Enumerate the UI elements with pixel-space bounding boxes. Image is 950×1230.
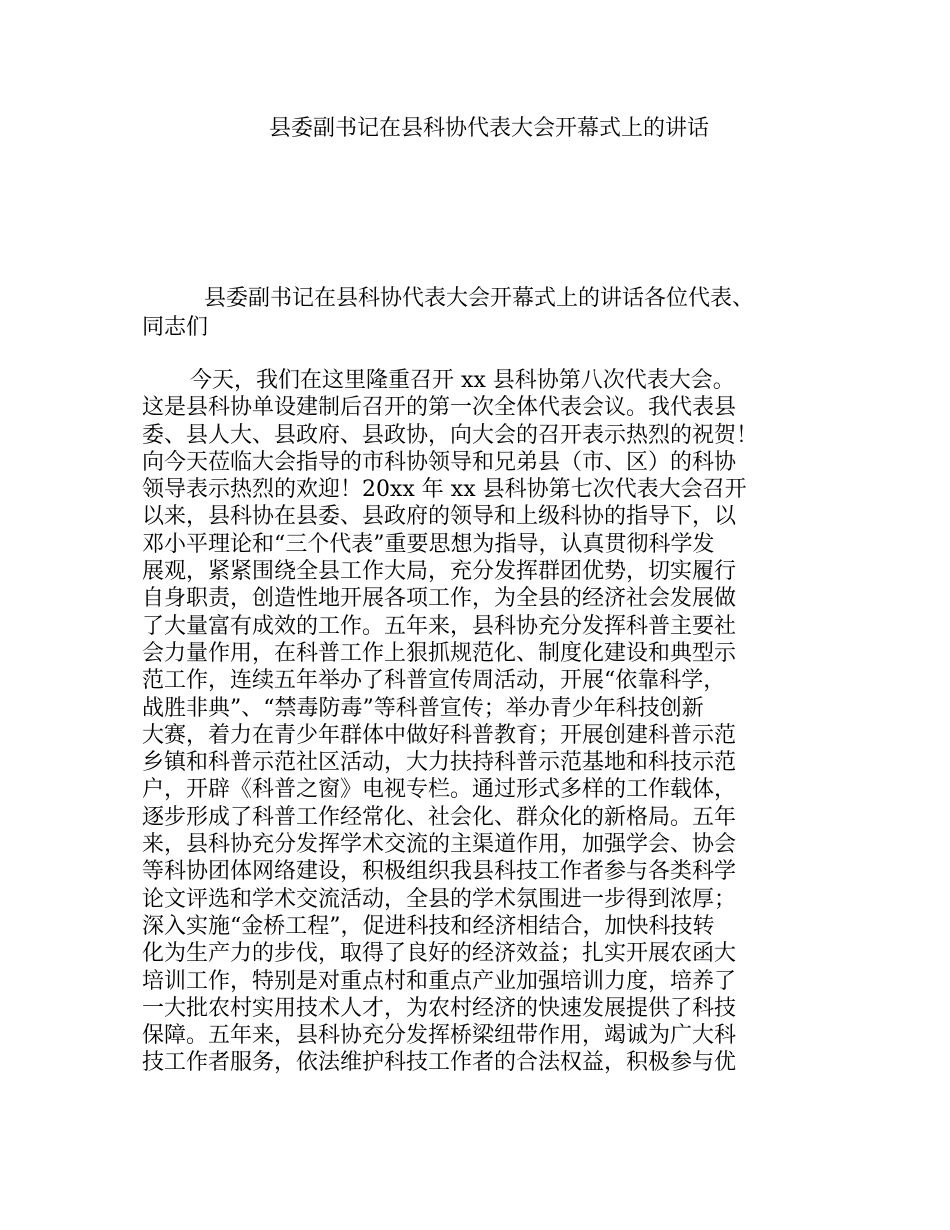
salutation-line: 县委副书记在县科协代表大会开幕式上的讲话各位代表、 [204,286,755,311]
body-line: 范工作，连续五年举办了科普宣传周活动，开展“依靠科学， [142,668,726,694]
body-line: 会力量作用，在科普工作上狠抓规范化、制度化建设和典型示 [142,640,737,666]
body-line: 领导表示热烈的欢迎！20xx 年 xx 县科协第七次代表大会召开 [142,477,747,503]
body-line: 邓小平理论和“三个代表”重要思想为指导，认真贯彻科学发 [142,531,715,557]
body-line: 户，开辟《科普之窗》电视专栏。通过形式多样的工作载体， [142,777,737,803]
body-line: 大赛，着力在青少年群体中做好科普教育；开展创建科普示范 [142,722,737,748]
body-line: 乡镇和科普示范社区活动，大力扶持科普示范基地和科技示范 [142,750,737,776]
body-line: 委、县人大、县政府、县政协，向大会的召开表示热烈的祝贺！ [142,422,759,448]
body-line: 今天，我们在这里隆重召开 xx 县科协第八次代表大会。 [190,368,735,393]
body-line: 技工作者服务，依法维护科技工作者的合法权益，积极参与优 [142,1050,737,1076]
body-line: 保障。五年来，县科协充分发挥桥梁纽带作用，竭诚为广大科 [142,1023,737,1049]
body-line: 这是县科协单设建制后召开的第一次全体代表会议。我代表县 [142,395,737,421]
body-line: 等科协团体网络建设，积极组织我县科技工作者参与各类科学 [142,859,737,885]
body-line: 了大量富有成效的工作。五年来，县科协充分发挥科普主要社 [142,613,737,639]
body-line: 培训工作，特别是对重点村和重点产业加强培训力度，培养了 [142,968,737,994]
salutation-paragraph [142,284,822,342]
body-line: 论文评选和学术交流活动，全县的学术氛围进一步得到浓厚； [142,886,737,912]
body-line: 展观，紧紧围绕全县工作大局，充分发挥群团优势，切实履行 [142,559,737,585]
body-line: 逐步形成了科普工作经常化、社会化、群众化的新格局。五年 [142,804,737,830]
body-line: 以来，县科协在县委、县政府的领导和上级科协的指导下，以 [142,504,737,530]
body-line: 向今天莅临大会指导的市科协领导和兄弟县（市、区）的科协 [142,449,737,475]
body-line: 一大批农村实用技术人才，为农村经济的快速发展提供了科技 [142,995,737,1021]
body-line: 来，县科协充分发挥学术交流的主渠道作用，加强学会、协会 [142,832,737,858]
body-paragraph [142,367,842,1077]
body-line: 深入实施“金桥工程”，促进科技和经济相结合，加快科技转 [142,913,715,939]
body-line: 化为生产力的步伐，取得了良好的经济效益；扎实开展农函大 [142,941,737,967]
document-title: 县委副书记在县科协代表大会开幕式上的讲话 [268,116,709,141]
salutation-line: 同志们 [142,315,209,340]
body-line: 战胜非典”、“禁毒防毒”等科普宣传；举办青少年科技创新 [142,695,704,721]
body-line: 自身职责，创造性地开展各项工作，为全县的经济社会发展做 [142,586,737,612]
